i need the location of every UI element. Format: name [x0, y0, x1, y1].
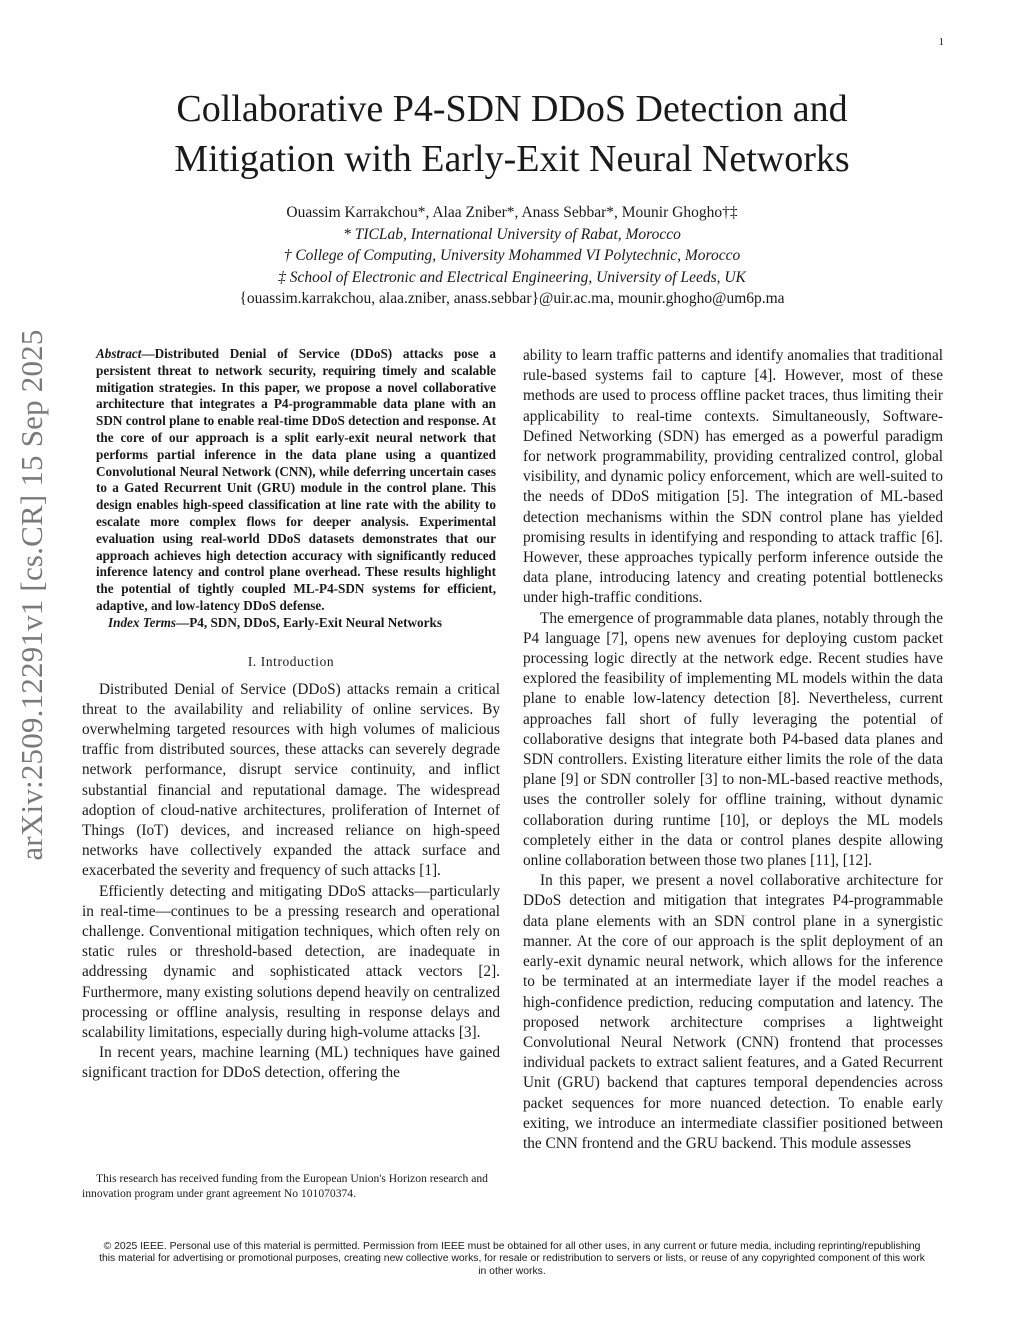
- paragraph: The emergence of programmable data planes, notably through the P4 language [7], opens new avenues for deploying custom packet processing logic directly at the network edge. Recent studies have explored the feasibility of implementing ML models within the data plane to enable low-latency detection [8]. Nevertheless, current approaches fall short of fully leveraging the potential of collaborative designs that integrate both P4-based data planes and SDN controllers. Existing literature either limits the role of the data plane [9] or SDN controller [3] to non-ML-based reactive methods, uses the controller solely for offline training, without dynamic collaboration during runtime [10], or deploys the ML models completely either in the data or control planes despite allowing online collaboration between those two planes [11], [12].: [523, 609, 943, 870]
- paragraph: ability to learn traffic patterns and identify anomalies that traditional rule-based systems fail to capture [4]. However, most of these methods are used to process offline packet traces, thus limiting their applicability to real-time contexts. Simultaneously, Software-Defined Networking (SDN) has emerged as a powerful paradigm for network programmability, providing centralized control, global visibility, and dynamic policy enforcement, which are well-suited to the needs of DDoS mitigation [5]. The integration of ML-based detection mechanisms within the SDN control plane has yielded promising results in identifying and responding to attack traffic [6]. However, these approaches typically perform inference outside the data plane, introducing latency and creating potential bottlenecks under high-traffic conditions.: [523, 347, 943, 607]
- index-terms-text: —P4, SDN, DDoS, Early-Exit Neural Networks: [176, 614, 442, 630]
- title-line-2: Mitigation with Early-Exit Neural Networks: [174, 138, 850, 180]
- affiliation-3: ‡ School of Electronic and Electrical Engineering, University of Leeds, UK: [278, 268, 746, 286]
- paragraph: Distributed Denial of Service (DDoS) attacks remain a critical threat to the availability and reliability of online services. By overwhelming targeted resources with high volumes of malicious traffic from distributed sources, these attacks can severely degrade network performance, disrupt service continuity, and inflict substantial financial and reputational damage. The widespread adoption of cloud-native architectures, proliferation of Internet of Things (IoT) devices, and increased reliance on high-speed networks have collectively expanded the attack surface and exacerbated the severity and frequency of such attacks [1].: [82, 680, 500, 880]
- author-list: Ouassim Karrakchou*, Alaa Zniber*, Anass Sebbar*, Mounir Ghogho†‡: [286, 204, 738, 221]
- paper-title: [0, 84, 1024, 184]
- affiliation-2: † College of Computing, University Mohammed VI Polytechnic, Morocco: [283, 247, 741, 264]
- author-block: [0, 202, 1024, 310]
- paragraph: In recent years, machine learning (ML) techniques have gained significant traction for DDoS detection, offering the: [82, 1044, 500, 1082]
- right-column: [523, 346, 943, 1154]
- section-heading: I. Introduction: [247, 653, 335, 669]
- page-number: 1: [938, 36, 944, 48]
- paragraph: In this paper, we present a novel collaborative architecture for DDoS detection and mitigation that integrates P4-programmable data plane elements with an SDN control plane in a synergistic manner. At the core of our approach is the split deployment of an early-exit dynamic neural network, which allows for the inference to be terminated at an intermediate layer if the model reaches a high-confidence prediction, reducing computation and latency. The proposed network architecture comprises a lightweight Convolutional Neural Network (CNN) frontend that processes individual packets to extract salient features, and a Gated Recurrent Unit (GRU) backend that captures temporal dependencies across packet sequences for more nuanced detection. To enable early exiting, we introduce an intermediate classifier positioned between the CNN frontend and the GRU backend. This module assesses: [523, 872, 943, 1152]
- affiliation-1: * TICLab, International University of Rabat, Morocco: [343, 225, 681, 243]
- abstract-text: —Distributed Denial of Service (DDoS) attacks pose a persistent threat to network security, requiring timely and scalable mitigation strategies. In this paper, we propose a novel collaborative architecture that integrates a P4-programmable data plane with an SDN control plane to enable real-time DDoS detection and response. At the core of our approach is a split early-exit neural network that performs partial inference in the data plane using a quantized Convolutional Neural Network (CNN), while deferring uncertain cases to a Gated Recurrent Unit (GRU) module in the control plane. This design enables high-speed classification at line rate with the ability to escalate more complex flows for deeper analysis. Experimental evaluation using real-world DDoS datasets demonstrates that our approach achieves high detection accuracy with significantly reduced inference latency and control plane overhead. These results highlight the potential of tightly coupled ML-P4-SDN systems for efficient, adaptive, and low-latency DDoS defense.: [96, 346, 496, 613]
- arxiv-identifier: arXiv:2509.12291v1 [cs.CR] 15 Sep 2025: [14, 329, 49, 861]
- intro-body-left: [82, 680, 500, 1084]
- author-emails: {ouassim.karrakchou, alaa.zniber, anass.sebbar}@uir.ac.ma, mounir.ghogho@um6p.ma: [239, 290, 785, 307]
- left-column: [82, 346, 500, 1084]
- paragraph: Efficiently detecting and mitigating DDoS attacks—particularly in real-time—continues to be a pressing research and operational challenge. Conventional mitigation techniques, which often rely on static rules or threshold-based detection, are inadequate in addressing dynamic and sophisticated attack vectors [2]. Furthermore, many existing solutions depend heavily on centralized processing or offline analysis, resulting in response delays and scalability limitations, especially during high-volume attacks [3].: [82, 882, 500, 1041]
- abstract-label: Abstract: [96, 346, 142, 361]
- copyright-notice: © 2025 IEEE. Personal use of this material is permitted. Permission from IEEE must be obtained for all other uses, in any current or future media, including reprinting/republishing this material for advertising or promotional purposes, creating new collective works, for resale or redistribution to servers or lists, or reuse of any copyrighted component of this work in other works.: [99, 1241, 925, 1277]
- funding-footnote: This research has received funding from the European Union's Horizon research and innovation program under grant agreement No 101070374.: [82, 1172, 488, 1200]
- abstract: [82, 346, 500, 615]
- index-terms: [82, 615, 500, 632]
- arxiv-sidebar: [14, 210, 50, 980]
- index-terms-label: Index Terms: [108, 614, 177, 630]
- title-line-1: Collaborative P4-SDN DDoS Detection and: [176, 88, 848, 130]
